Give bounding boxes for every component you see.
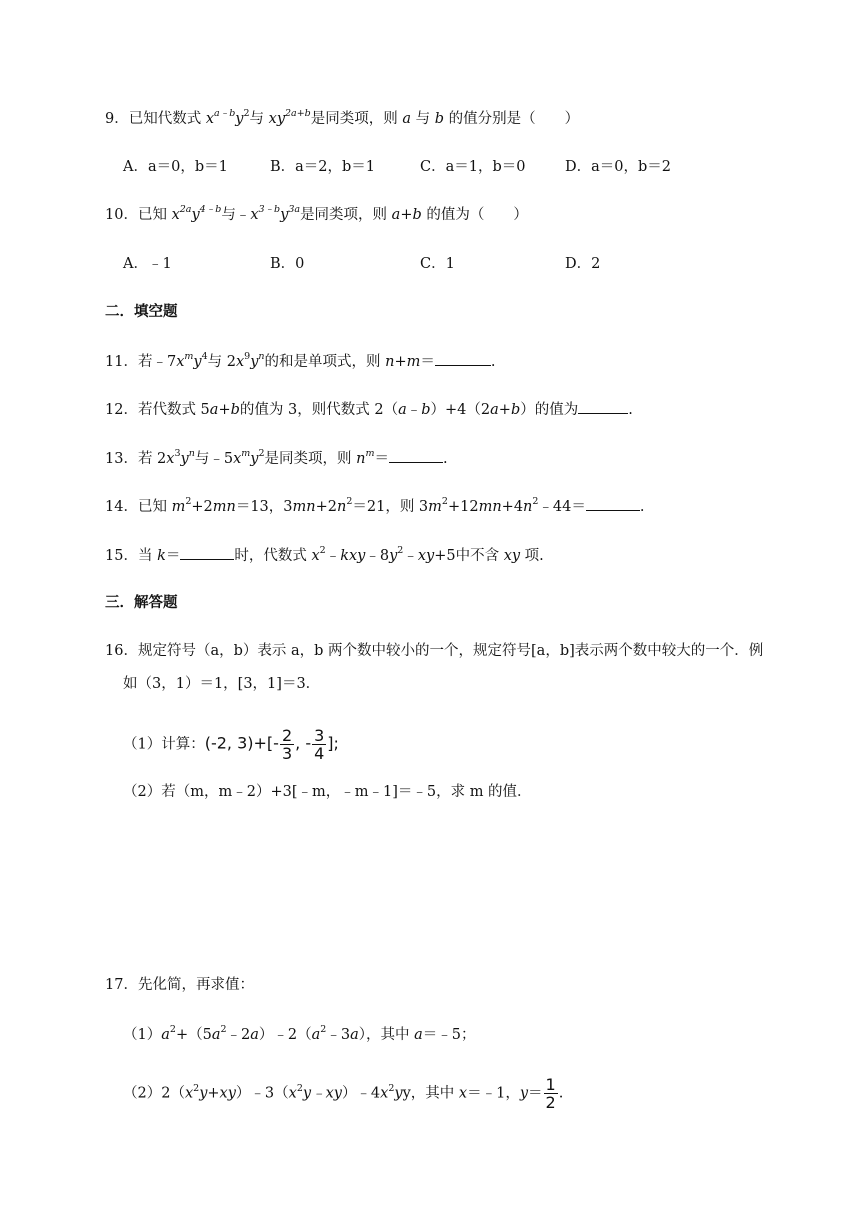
q10-number: 10． [105, 207, 138, 223]
q10-y2: y [280, 207, 289, 223]
q13-text-4: ＝ [374, 451, 390, 467]
q12-text-4: ）的值为 [520, 402, 579, 418]
question-9 [105, 109, 579, 129]
question-17 [105, 975, 254, 995]
q16-part-1-end: ]; [327, 733, 339, 753]
q12-answer-blank[interactable] [578, 399, 628, 414]
q11-text-1: 若﹣7 [137, 354, 177, 370]
q14-text-4: ﹣44＝ [538, 499, 586, 515]
q10-x2: x [250, 207, 259, 223]
q17-part-1: $(1)a^2+(5a^2﹣2a)﹣2(a^2﹣3a)$，其中 a＝﹣5； [123, 1024, 476, 1043]
q9-exp-1: a﹣b [214, 108, 236, 120]
q10-option-b: B．0 [270, 256, 305, 272]
q9-option-b: B．a＝2，b＝1 [270, 159, 376, 175]
question-13: 13．若 $2x^3y^n$与$﹣5x^my^2$是同类项，则 $n^m=$ . [105, 448, 448, 467]
section-heading-fill-in: 二．填空题 [105, 303, 178, 320]
q10-text-5: 的值为（ ） [421, 207, 528, 223]
q9-text-4: 与 [411, 111, 435, 127]
q14-number: 14． [105, 499, 138, 515]
q12-text-2: 的值为 3，则代数式 2（ [239, 402, 399, 418]
q9-exp-2: 2 [243, 108, 250, 120]
q16-part-1-expr: (-2, 3)+[- [204, 733, 279, 753]
q17-number: 17． [105, 977, 138, 993]
q17-fraction-one-half: $\frac{1}{2}$ [545, 1075, 556, 1112]
q15-text-2: ＝ [165, 548, 181, 564]
q10-a-plus-b: a+b [391, 207, 422, 223]
q9-number: 9． [105, 111, 129, 127]
q12-text-1: 若代数式 5 [137, 402, 210, 418]
q10-text-1: 已知 [137, 207, 172, 223]
q9-option-c: C．a＝1，b＝0 [420, 159, 526, 175]
q15-text-3: 时，代数式 [234, 548, 312, 564]
q13-end: . [443, 451, 448, 467]
q10-exp-4: 3a [288, 204, 301, 216]
q9-text-5: 的值分别是（ ） [444, 111, 580, 127]
q15-text-1: 当 [137, 548, 158, 564]
q16-part-2: （2）若（m，m﹣2）+3[﹣m，﹣m﹣1]＝﹣5，求 m 的值． [123, 784, 532, 800]
q10-exp-2: 4﹣b [199, 204, 222, 216]
q10-text-2: 与﹣ [221, 207, 251, 223]
q9-x: x [205, 111, 215, 127]
q10-exp-3: 3﹣b [258, 204, 281, 216]
q16-number: 16． [105, 643, 138, 659]
q14-text-2: ＝13，3 [235, 499, 293, 515]
q14-text-1: 已知 [137, 499, 172, 515]
q13-text-2: 与﹣5 [194, 451, 234, 467]
question-16-line-2: 如（3，1）＝1，[3，1]＝3． [123, 676, 321, 692]
q9-text-1: 已知代数式 [128, 111, 206, 127]
q16-fraction-three-quarters: $\frac{3}{4}$ [314, 726, 325, 763]
q13-text-1: 若 2 [137, 451, 167, 467]
q10-y: y [191, 207, 200, 223]
q15-text-4: 中不含 [455, 548, 504, 564]
q9-b: b [434, 111, 445, 127]
q9-option-a: A．a＝0，b＝1 [123, 159, 228, 175]
question-16-line-1 [105, 641, 763, 661]
q17-title: 先化简，再求值： [137, 977, 254, 993]
q14-answer-blank[interactable] [586, 496, 640, 511]
q10-option-a: A．﹣1 [123, 256, 172, 272]
q16-fraction-two-thirds: $\frac{2}{3}$ [281, 726, 293, 763]
q16-part-1-comma: , - [295, 733, 312, 753]
q13-answer-blank[interactable] [389, 448, 443, 463]
q10-exp-1: 2a [179, 204, 192, 216]
q14-end: . [639, 499, 645, 515]
q11-end: . [490, 354, 496, 370]
q9-y: y [235, 111, 244, 127]
q9-exp-3: 2a+b [285, 108, 311, 120]
q15-text-5: 项. [520, 548, 544, 564]
q12-end: . [628, 402, 633, 418]
q11-text-3: 的和是单项式，则 [264, 354, 386, 370]
section-heading-solve: 三．解答题 [105, 594, 178, 611]
q11-text-5: ＝ [420, 354, 435, 370]
q15-answer-blank[interactable] [180, 545, 234, 560]
q12-number: 12． [105, 402, 138, 418]
q13-number: 13． [105, 451, 138, 467]
question-11: 11．若$﹣7x^my^4$与 $2x^9y^n$的和是单项式，则 n+m＝ . [105, 351, 496, 370]
q14-text-3: ＝21，则 3 [352, 499, 429, 515]
q11-number: 11． [105, 354, 138, 370]
q17-part-2: $(2)2(x^2y+xy)﹣3(x^2y﹣xy)﹣4x^2yy$，其中 x＝﹣1，y＝ $\frac{1}{2}$ . [123, 1075, 564, 1112]
q12-text-3: ）+4（2 [430, 402, 491, 418]
q11-text-2: 与 2 [207, 354, 236, 370]
q10-option-c: C．1 [420, 256, 455, 272]
question-14: 14．已知 $m^2+2mn=13$，$3mn+2n^2=21$，则 $3m^2+12mn+4n^2﹣44=$ . [105, 496, 645, 515]
q16-definition: 规定符号（a，b）表示 a，b 两个数中较小的一个，规定符号[a，b]表示两个数中较大的一个．例 [137, 643, 764, 659]
question-10 [105, 205, 528, 225]
q10-option-d: D．2 [565, 256, 601, 272]
question-12: 12．若代数式 5a+b的值为 3，则代数式 2（a﹣b）+4（2a+b）的值为 . [105, 399, 633, 420]
q9-text-2: 与 [249, 111, 269, 127]
q9-xy: xy [268, 111, 286, 127]
q16-part-1 [123, 727, 339, 762]
q9-text-3: 是同类项，则 [310, 111, 403, 127]
q13-text-3: 是同类项，则 [264, 451, 357, 467]
question-15: 15．当 k＝ 时，代数式 $x^2﹣kxy﹣8y^2﹣xy+5$中不含 xy 项. [105, 545, 544, 564]
q15-number: 15． [105, 548, 138, 564]
q9-option-d: D．a＝0，b＝2 [565, 159, 672, 175]
q10-x: x [171, 207, 180, 223]
q9-a: a [402, 111, 412, 127]
q11-n-plus-m: n+m [385, 354, 421, 370]
q10-text-3: 是同类项，则 [300, 207, 392, 223]
q16-part-1-label: （1）计算： [123, 736, 205, 753]
q11-answer-blank[interactable] [435, 351, 491, 366]
